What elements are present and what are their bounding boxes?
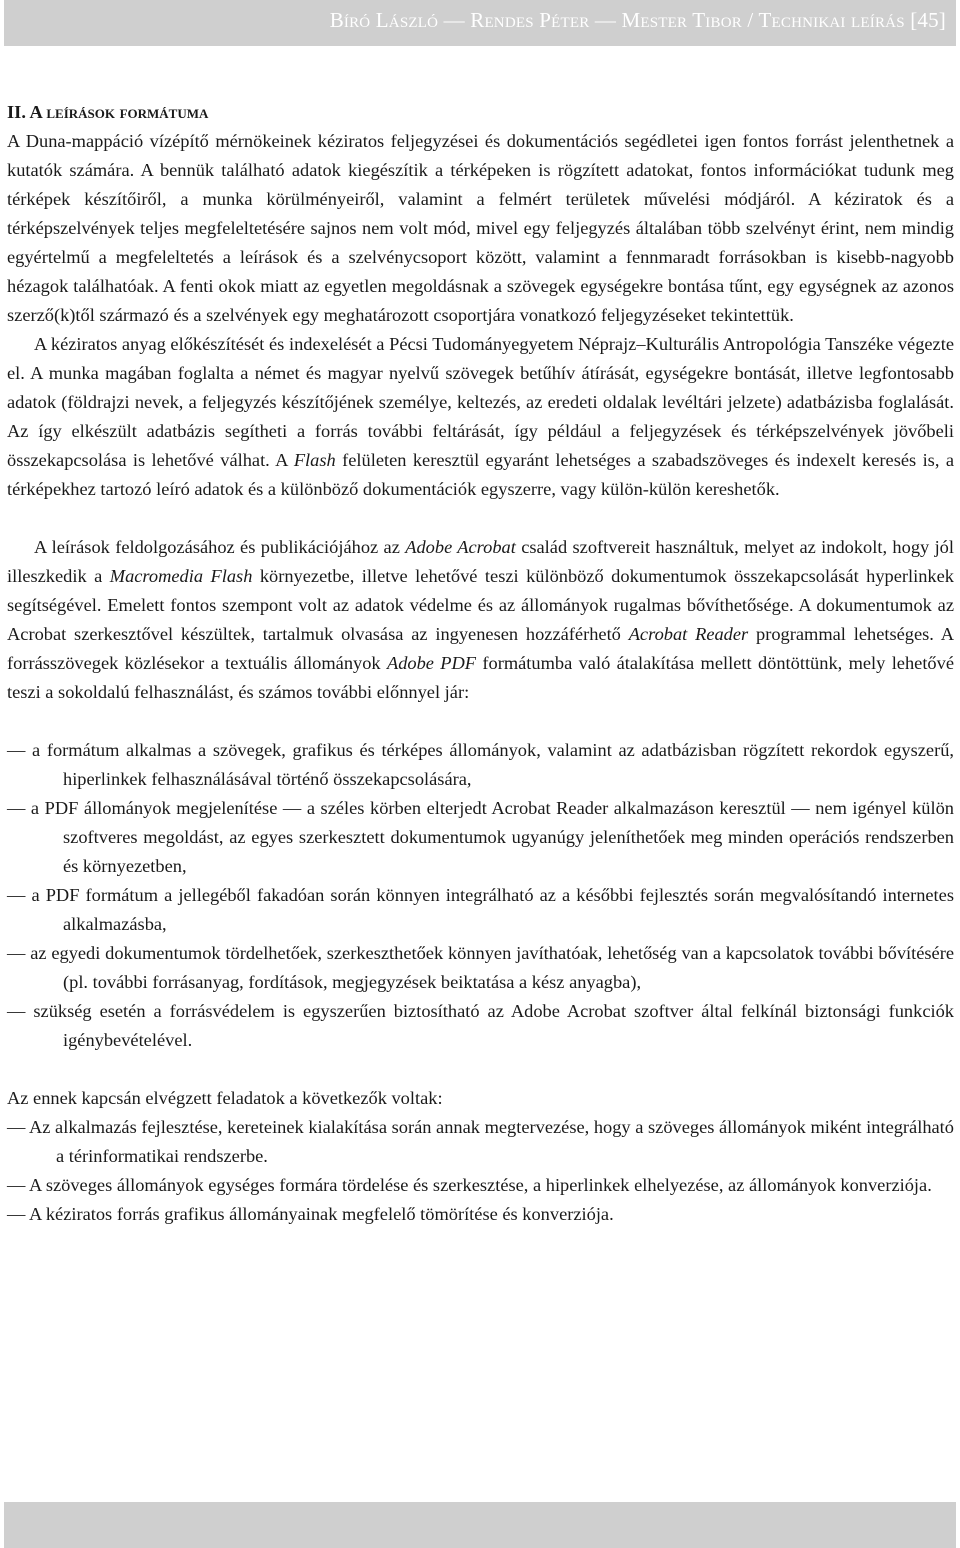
acrobat-reader-term: Acrobat Reader	[628, 624, 749, 644]
tasks-list	[7, 1113, 954, 1229]
advantages-list	[7, 736, 954, 1055]
paragraph-3: A leírások feldolgozásához és publikációjához az Adobe Acrobat család szoftvereit használtuk, melyet az indokolt, hogy jól illeszkedik a Macromedia Flash környezetbe, illetve lehetővé teszi különböző dokumentumok összekapcsolását hyperlinkek segítségével. Emelett fontos szempont volt az adatok védelme és az állományok rugalmas bővíthetősége. A dokumentumok az Acrobat szerkesztővel készültek, tartalmuk olvasása az ingyenesen hozzáférhető Acrobat Reader programmal lehetséges. A forrásszövegek közlésekor a textuális állományok Adobe PDF formátumba való átalakítása mellett döntöttünk, mely lehetővé teszi a sokoldalú felhasználást, és számos további előnnyel jár:	[7, 537, 954, 702]
adobe-pdf-term: Adobe PDF	[386, 653, 477, 673]
list-item: — a PDF formátum a jellegéből fakadóan során könnyen integrálható az a későbbi fejlesztés során megvalósítandó internetes alkalmazásba,	[7, 885, 954, 934]
document-body	[7, 98, 954, 1229]
spacer	[7, 504, 954, 533]
paragraph-2: A kéziratos anyag előkészítését és indexelését a Pécsi Tudományegyetem Néprajz–Kulturális Antropológia Tanszéke végezte el. A munka magában foglalta a német és magyar nyelvű szövegek betűhív átírását, egységekre bontását, illetve legfontosabb adatok (földrajzi nevek, a feljegyzés készítőjének személye, keltezés, az eredeti oldalak levéltári jelzete) adatbázisba foglalását. Az így elkészült adatbázis segítheti a forrás további feltárását, így például a feljegyzések és térképszelvények jövőbeli összekapcsolása is lehetővé válhat. A Flash felületen keresztül egyaránt lehetséges a szabadszöveges és indexelt keresés is, a térképekhez tartozó leíró adatok és a különböző dokumentációk egyszerre, vagy külön-külön kereshetők.	[7, 334, 954, 499]
spacer	[7, 1055, 954, 1084]
list-item: — Az alkalmazás fejlesztése, kereteinek kialakítása során annak megtervezése, hogy a szöveges állományok miként integrálható a térinformatikai rendszerbe.	[7, 1117, 954, 1166]
list-item: — A szöveges állományok egységes formára tördelése és szerkesztése, a hiperlinkek elhelyezése, az állományok konverziója.	[7, 1175, 932, 1195]
list-item: — szükség esetén a forrásvédelem is egyszerűen biztosítható az Adobe Acrobat szoftver által felkínál biztonsági funkciók igénybevételével.	[7, 1001, 954, 1050]
macromedia-flash-term: Macromedia Flash	[109, 566, 253, 586]
footer-bar	[4, 1502, 956, 1548]
running-title: Bíró László — Rendes Péter — Mester Tibor / Technikai leírás [45]	[329, 8, 946, 32]
flash-term: Flash	[293, 450, 336, 470]
list-item: — az egyedi dokumentumok tördelhetőek, szerkeszthetőek könnyen javíthatóak, lehetőség van a kapcsolatok további bővítésére (pl. további forrásanyag, fordítások, megjegyzések beiktatása a kész anyagba),	[7, 943, 954, 992]
adobe-acrobat-term: Adobe Acrobat	[405, 537, 516, 557]
section-title: II. A leírások formátuma	[7, 102, 209, 122]
list-item: — a PDF állományok megjelenítése — a széles körben elterjedt Acrobat Reader alkalmazáson keresztül — nem igényel külön szoftveres megoldást, az egyes szerkesztett dokumentumok ugyanúgy jeleníthetőek meg minden operációs rendszerben és környezetben,	[7, 798, 954, 876]
paragraph-1: A Duna-mappáció vízépítő mérnökeinek kéziratos feljegyzései és dokumentációs segédletei igen fontos forrást jelenthetnek a kutatók számára. A bennük található adatok kiegészítik a térképeken is rögzített adatokat, fontos információkat tudunk meg térképek készítőiről, a munka körülményeiről, valamint a felmért területek művelési módjáról. A kéziratok és a térképszelvények teljes megfeleltetésére sajnos nem volt mód, mivel egy feljegyzés általában több szelvényt érint, nem mindig egyértelmű a megfeleltetés a leírások és a szelvénycsoport között, valamint a fennmaradt forrásokban is kisebb-nagyobb hézagok találhatóak. A fenti okok miatt az egyetlen megoldásnak a szövegek egységekre bontása tűnt, egy egységnek az azonos szerző(k)től származó és a szelvények egy meghatározott csoportjára vonatkozó feljegyzéseket tekintettük.	[7, 131, 954, 325]
list-item: — a formátum alkalmas a szövegek, grafikus és térképes állományok, valamint az adatbázisban rögzített rekordok egyszerű, hiperlinkek felhasználásával történő összekapcsolására,	[7, 740, 954, 789]
header-bar	[4, 0, 956, 46]
list-item: — A kéziratos forrás grafikus állományainak megfelelő tömörítése és konverziója.	[7, 1204, 614, 1224]
tasks-intro: Az ennek kapcsán elvégzett feladatok a következők voltak:	[7, 1088, 443, 1108]
spacer	[7, 707, 954, 736]
